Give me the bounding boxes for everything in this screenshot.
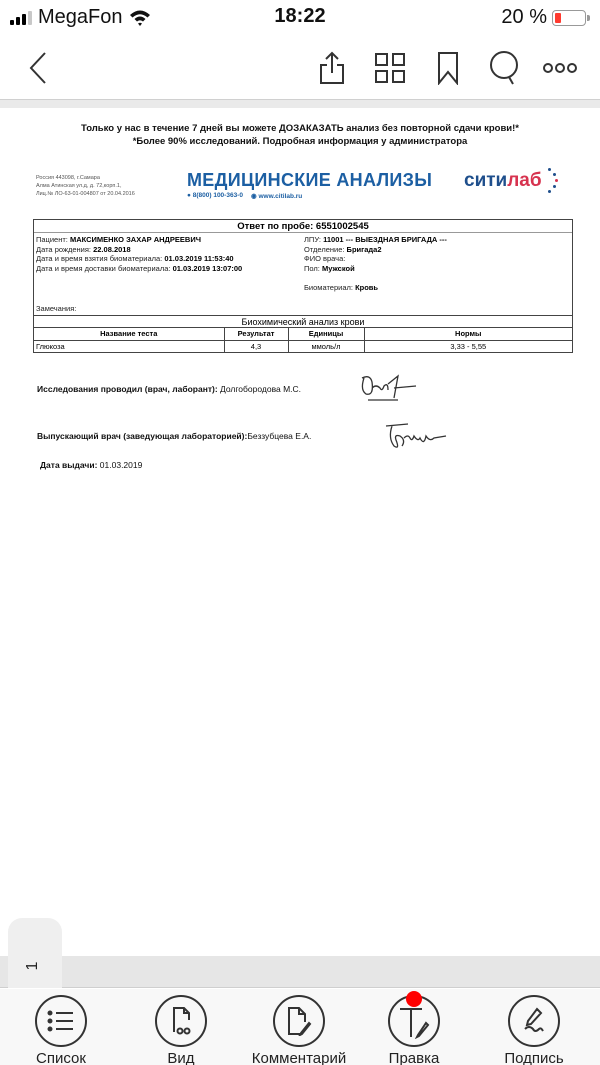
lpu-field: ЛПУ: 11001 --- ВЫЕЗДНАЯ БРИГАДА --- (304, 235, 447, 244)
remarks-label: Замечания: (36, 304, 77, 313)
brand-title: МЕДИЦИНСКИЕ АНАЛИЗЫ (187, 170, 433, 190)
toolbar-comment-button[interactable]: Комментарий (249, 995, 349, 1065)
biomaterial-field: Биоматериал: Кровь (304, 282, 379, 292)
department-field: Отделение: Бригада2 (304, 244, 382, 254)
results-table (34, 328, 572, 352)
edit-text-icon (398, 1003, 430, 1039)
thumbnails-icon (374, 52, 406, 84)
promo-line-2: *Более 90% исследований. Подробная информация у администратора (132, 136, 468, 147)
lab-address: Россия 443098, г.Самара Алма Атинская ул.д, д. 72,корп.1, Лиц.№ ЛО-63-01-004807 от 20.04.2016 (36, 175, 135, 197)
page-strip (0, 956, 600, 988)
comment-icon (286, 1006, 312, 1036)
page-number: 1 (24, 961, 41, 971)
phone-text: ● 8(800) 100-363-0 (187, 192, 243, 199)
status-right (501, 6, 586, 29)
page-separator (0, 100, 600, 108)
performed-by: Исследования проводил (врач, лаборант): Долгобородова М.С. (37, 384, 302, 394)
clock: 18:22 (274, 5, 326, 27)
col-norms: Нормы (364, 328, 572, 340)
bookmark-icon (436, 51, 460, 85)
brand-header (187, 170, 432, 200)
patient-field: Пациент: МАКСИМЕНКО ЗАХАР АНДРЕЕВИЧ (36, 235, 201, 244)
sample-header: Ответ по пробе: 6551002545 (34, 220, 572, 233)
battery-percent: 20 % (501, 6, 547, 28)
page-indicator-tab[interactable] (8, 918, 62, 988)
table-row (34, 340, 572, 352)
toolbar-view-button[interactable]: Вид (131, 995, 231, 1065)
logo-dots-icon (546, 166, 558, 196)
list-icon (47, 1010, 75, 1032)
promo-line-1: Только у нас в течение 7 дней вы можете ДОЗАКАЗАТЬ анализ без повторной сдачи крови!* (81, 123, 519, 134)
report-table (33, 219, 573, 353)
signature-2-icon (378, 420, 448, 461)
toolbar-signature-button[interactable]: Подпись (484, 995, 584, 1065)
col-units: Единицы (288, 328, 364, 340)
signature-1-icon (358, 370, 418, 411)
doctor-field: ФИО врача: (304, 254, 346, 263)
search-button[interactable] (484, 48, 524, 88)
test-name: Глюкоза (34, 340, 224, 352)
col-test-name: Название теста (34, 328, 224, 340)
share-button[interactable] (312, 48, 352, 88)
test-units: ммоль/л (288, 340, 364, 352)
promo-text (0, 122, 600, 148)
carrier-name: MegaFon (38, 6, 123, 28)
signature-icon (521, 1007, 547, 1035)
back-icon (28, 51, 48, 85)
patient-info (34, 233, 572, 315)
view-icon (170, 1006, 192, 1036)
sex-field: Пол: Мужской (304, 263, 355, 273)
thumbnails-button[interactable] (370, 48, 410, 88)
back-button[interactable] (18, 48, 58, 88)
document-page[interactable] (0, 108, 600, 956)
bookmark-button[interactable] (428, 48, 468, 88)
citilab-logo: сити лаб (464, 166, 558, 196)
toolbar-edit-button[interactable]: Правка (364, 995, 464, 1065)
issue-date: Дата выдачи: 01.03.2019 (40, 460, 143, 470)
battery-icon (552, 10, 586, 26)
collection-time-field: Дата и время взятия биоматериала: 01.03.2019 11:53:40 (36, 254, 234, 263)
more-icon (542, 62, 578, 74)
test-norms: 3,33 - 5,55 (364, 340, 572, 352)
delivery-time-field: Дата и время доставки биоматериала: 01.03.2019 13:07:00 (36, 263, 243, 273)
test-result: 4,3 (224, 340, 288, 352)
bottom-toolbar (0, 989, 600, 1065)
share-icon (318, 51, 346, 85)
analysis-title: Биохимический анализ крови (34, 315, 572, 328)
toolbar-list-button[interactable]: Список (11, 995, 111, 1065)
status-bar (0, 0, 600, 36)
nav-bar (0, 36, 600, 100)
notification-badge (406, 991, 422, 1007)
releasing-doctor: Выпускающий врач (заведующая лабораторией):Беззубцева Е.А. (37, 431, 312, 441)
website-text: ◉ www.citilab.ru (250, 193, 303, 200)
birth-date-field: Дата рождения: 22.08.2018 (36, 244, 131, 254)
col-result: Результат (224, 328, 288, 340)
more-button[interactable] (540, 48, 580, 88)
search-icon (488, 50, 520, 86)
